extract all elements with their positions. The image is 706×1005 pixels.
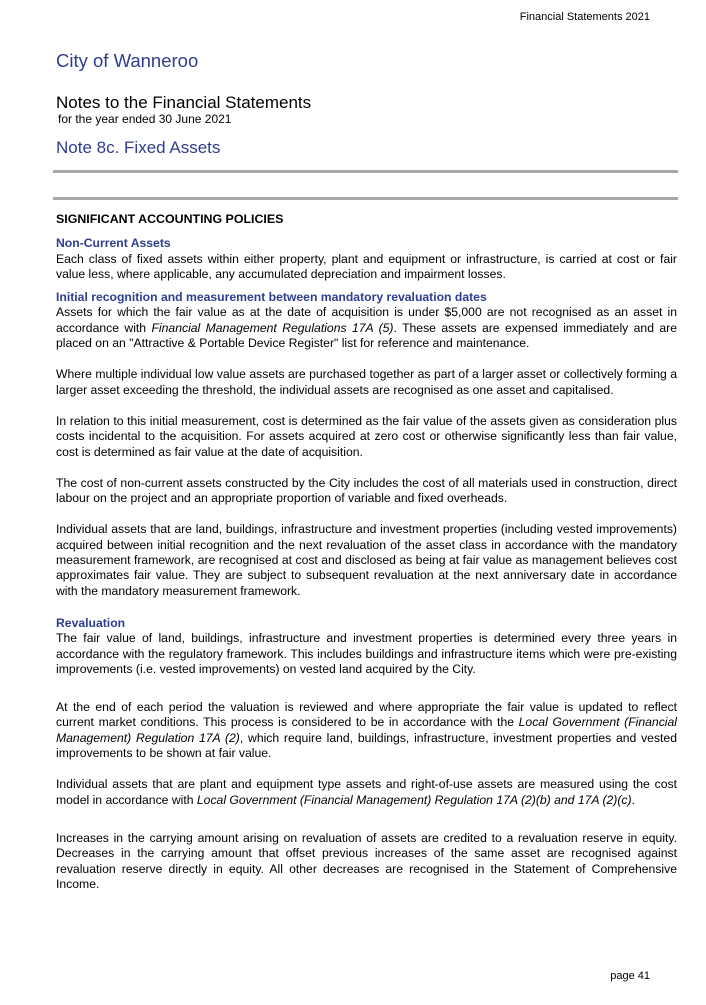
divider-bottom [53,197,678,200]
running-header: Financial Statements 2021 [519,11,650,23]
text-run: . These assets are expensed immediately and are placed on an "Attractive & Portable Device Register" list for reference and maintenance. [56,320,677,351]
subheading-revaluation: Revaluation [56,615,126,630]
paragraph: The fair value of land, buildings, infrastructure and investment properties is determined every three years in accordance with the regulatory framework. This includes buildings and infrastructure items which were pre-existing improvements (i.e. vested improvements) on vested land acquired by the City. [56,631,677,676]
regulation-reference: Local Government (Financial Management) Regulation 17A (2)(b) and 17A (2)(c) [196,792,632,807]
paragraph: Individual assets that are land, buildings, infrastructure and investment properties (including vested improvements) acquired between initial recognition and the next revaluation of the asset class in accordance with the mandatory measurement framework, are recognised at cost and disclosed as being at fair value as management believes cost approximates fair value. They are subject to subsequent revaluation at the next anniversary date in accordance with the mandatory measurement framework. [56,522,677,598]
text-run: . [631,792,635,807]
paragraph: The cost of non-current assets constructed by the City includes the cost of all materials used in construction, direct labour on the project and an appropriate proportion of variable and fixed overheads. [56,475,677,506]
paragraph [56,700,677,761]
policy-content [56,212,677,892]
subheading-non-current-assets: Non-Current Assets [56,236,171,251]
regulation-reference: Local Government (Financial Management) Regulation 17A (2) [56,715,677,745]
note-title: Note 8c. Fixed Assets [56,138,221,157]
text-run: Individual assets that are plant and equipment type assets and right-of-use assets are measured using the cost model in accordance with [56,777,677,807]
period-subtitle: for the year ended 30 June 2021 [58,112,232,126]
page-number: page 41 [610,970,650,982]
paragraph [56,777,677,808]
text-run: , which require land, buildings, infrastructure, investment properties and vested improvements to be shown at fair value. [56,730,677,761]
text-run: At the end of each period the valuation is reviewed and where appropriate the fair value is updated to reflect current market conditions. This process is considered to be in accordance with the [56,700,677,730]
section-heading: SIGNIFICANT ACCOUNTING POLICIES [56,212,284,226]
paragraph [56,305,677,351]
divider-top [53,170,678,173]
paragraph: Where multiple individual low value assets are purchased together as part of a larger asset or collectively forming a larger asset exceeding the threshold, the individual assets are recognised as one asset and capitalised. [56,367,677,397]
text-run: Assets for which the fair value as at the date of acquisition is under $5,000 are not recognised as an asset in accordance with [56,305,677,335]
paragraph: Each class of fixed assets within either property, plant and equipment or infrastructure, is carried at cost or fair value less, where applicable, any accumulated depreciation and impairment losses. [56,251,677,281]
subheading-initial-recognition: Initial recognition and measurement between mandatory revaluation dates [56,290,487,305]
document-title: Notes to the Financial Statements [56,93,312,112]
paragraph: In relation to this initial measurement, cost is determined as the fair value of the assets given as consideration plus costs incidental to the acquisition. For assets acquired at zero cost or otherwise significantly less than fair value, cost is determined as fair value at the date of acquisition. [56,413,677,459]
paragraph: Increases in the carrying amount arising on revaluation of assets are credited to a revaluation reserve in equity. Decreases in the carrying amount that offset previous increases of the same asset are recognised against revaluation reserve directly in equity. All other decreases are recognised in the Statement of Comprehensive Income. [56,830,677,891]
regulation-reference: Financial Management Regulations 17A (5) [151,320,394,335]
organisation-name: City of Wanneroo [56,50,199,71]
